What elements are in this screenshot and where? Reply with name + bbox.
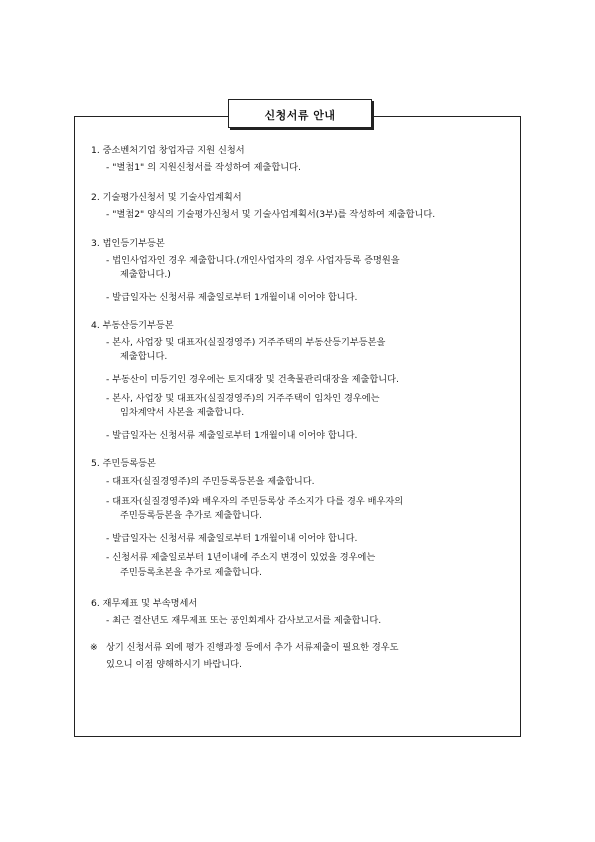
section-item: - 대표자(실질경영주)의 주민등록등본을 제출합니다.: [106, 476, 315, 487]
section-item: - 대표자(실질경영주)와 배우자의 주민등록상 주소지가 다를 경우 배우자의: [106, 496, 404, 507]
section-heading: 3. 법인등기부등본: [91, 238, 165, 249]
section-heading: 5. 주민등록등본: [91, 458, 156, 469]
page-title: 신청서류 안내: [264, 109, 336, 122]
section-item: - 부동산이 미등기인 경우에는 토지대장 및 건축물관리대장을 제출합니다.: [106, 374, 399, 385]
section-heading: 2. 기술평가신청서 및 기술사업계획서: [91, 192, 242, 203]
section-item-continued: 주민등록등본을 추가로 제출합니다.: [120, 510, 262, 521]
section-item: - 발급일자는 신청서류 제출일로부터 1개월이내 이어야 합니다.: [106, 292, 358, 303]
note-text: 상기 신청서류 외에 평가 진행과정 등에서 추가 서류제출이 필요한 경우도: [106, 642, 399, 653]
section-item-continued: 제출합니다.): [120, 269, 171, 280]
section-item: - 법인사업자인 경우 제출합니다.(개인사업자의 경우 사업자등록 증명원을: [106, 255, 400, 266]
section-item: - "별첨1" 의 지원신청서를 작성하여 제출합니다.: [106, 162, 301, 173]
section-item-continued: 주민등록초본을 추가로 제출합니다.: [120, 567, 262, 578]
section-item-continued: 임차계약서 사본을 제출합니다.: [120, 407, 245, 418]
section-item: - 발급일자는 신청서류 제출일로부터 1개월이내 이어야 합니다.: [106, 533, 358, 544]
section-heading: 1. 중소벤처기업 창업자금 지원 신청서: [91, 145, 245, 156]
section-item: - "별첨2" 양식의 기술평가신청서 및 기술사업계획서(3부)를 작성하여 제출합니다.: [106, 209, 436, 220]
section-heading: 6. 재무제표 및 부속명세서: [91, 598, 198, 609]
section-item: - 발급일자는 신청서류 제출일로부터 1개월이내 이어야 합니다.: [106, 430, 358, 441]
note-text-continued: 있으니 이점 양해하시기 바랍니다.: [106, 659, 242, 670]
note-mark: ※: [90, 642, 98, 653]
section-item: - 최근 결산년도 재무제표 또는 공인회계사 감사보고서를 제출합니다.: [106, 615, 382, 626]
section-item: - 신청서류 제출일로부터 1년이내에 주소지 변경이 있었을 경우에는: [106, 552, 376, 563]
section-heading: 4. 부동산등기부등본: [91, 320, 174, 331]
section-item-continued: 제출합니다.: [120, 351, 168, 362]
title-box: [228, 99, 372, 128]
section-item: - 본사, 사업장 및 대표자(실질경영주)의 거주주택이 임차인 경우에는: [106, 393, 380, 404]
section-item: - 본사, 사업장 및 대표자(실질경영주) 거주주택의 부동산등기부등본을: [106, 337, 386, 348]
